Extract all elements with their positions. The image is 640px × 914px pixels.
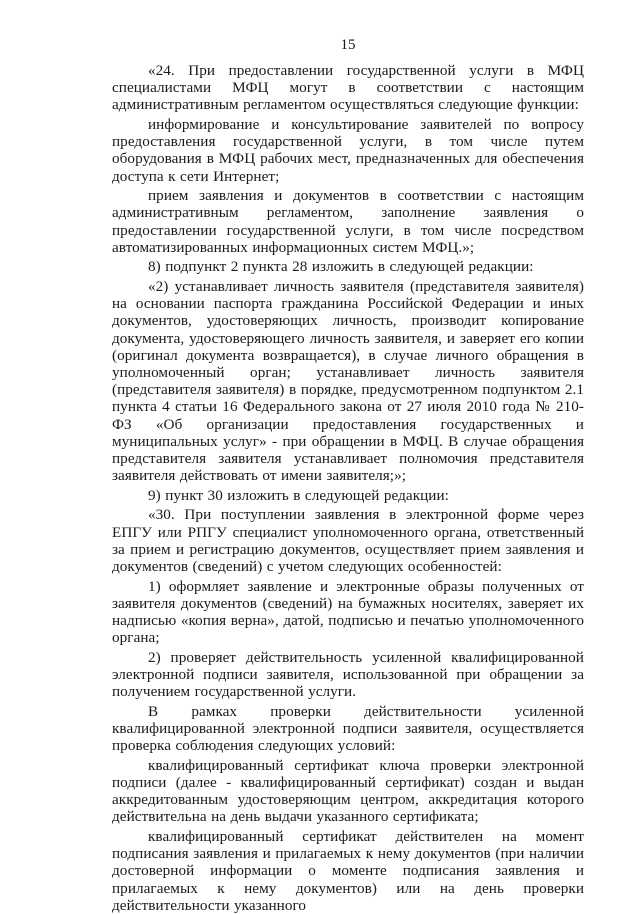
page-number: 15 (340, 37, 356, 53)
paragraph-signature-check: В рамках проверки действительности усиленной квалифицированной электронной подписи заявителя, осуществляется проверка соблюдения следующих условий: (112, 702, 584, 755)
paragraph-subitem-2: 2) проверяет действительность усиленной квалифицированной электронной подписи заявителя, использованной при обращении за получением государственной услуги. (112, 648, 584, 701)
paragraph-amendment-8: 8) подпункт 2 пункта 28 изложить в следующей редакции: (148, 258, 534, 276)
paragraph-amendment-9: 9) пункт 30 изложить в следующей редакции: (148, 486, 449, 504)
paragraph-informing: информирование и консультирование заявителей по вопросу предоставления государственной услуги, в том числе путем оборудования в МФЦ рабочих мест, предназначенных для обеспечения доступа к сети Интернет; (112, 116, 584, 185)
paragraph-certificate-valid: квалифицированный сертификат действителен на момент подписания заявления и прилагаемых к нему документов (при наличии достоверной информации о моменте подписания заявления и прилагаемых к нему документов) или на день проверки действительности указанного (112, 828, 584, 914)
paragraph-item-30: «30. При поступлении заявления в электронной форме через ЕПГУ или РПГУ специалист уполномоченного органа, ответственный за прием и регистрацию документов, осуществляет прием заявления и документов (сведений) с учетом следующих особенностей: (112, 506, 584, 576)
paragraph-certificate-issued: квалифицированный сертификат ключа проверки электронной подписи (далее - квалифицированный сертификат) создан и выдан аккредитованным удостоверяющим центром, аккредитация которого действительна на день выдачи указанного сертификата; (112, 756, 584, 826)
paragraph-identity: «2) устанавливает личность заявителя (представителя заявителя) на основании паспорта гражданина Российской Федерации и иных документов, удостоверяющих личность, производит копирование документа, удостоверяющего личность заявителя, и заверяет его копии (оригинал документа возвращается), в случае личного обращения в уполномоченный орган; устанавливает личность заявителя (представителя заявителя) в порядке, предусмотренном подпунктом 2.1 пункта 4 статьи 16 Федерального закона от 27 июля 2010 года № 210-ФЗ «Об организации предоставления государственных и муниципальных услуг» - при обращении в МФЦ. В случае обращения представителя заявителя устанавливает полномочия представителя заявителя действовать от имени заявителя;»; (112, 278, 584, 485)
paragraph-item-24: «24. При предоставлении государственной услуги в МФЦ специалистами МФЦ могут в соответствии с настоящим административным регламентом осуществляться следующие функции: (112, 62, 584, 114)
paragraph-reception: прием заявления и документов в соответствии с настоящим административным регламентом, заполнение заявления о предоставлении государственной услуги, в том числе посредством автоматизированных информационных систем МФЦ.»; (112, 187, 584, 256)
paragraph-subitem-1: 1) оформляет заявление и электронные образы полученных от заявителя документов (сведений) на бумажных носителях, заверяет их надписью «копия верна», датой, подписью и печатью уполномоченного органа; (112, 577, 584, 647)
